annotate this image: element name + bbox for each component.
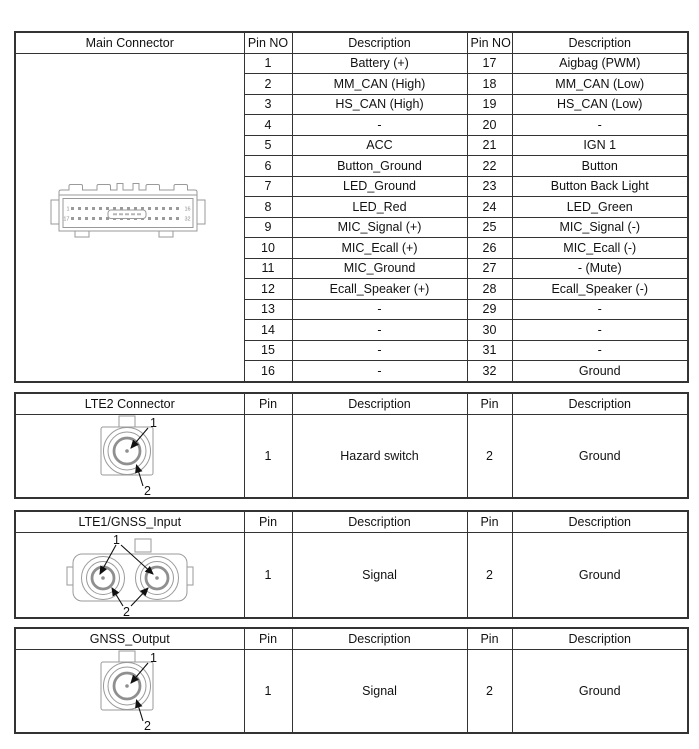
- table-row: [15, 649, 688, 733]
- pin-cell: 28: [467, 279, 512, 300]
- description-cell: -: [292, 299, 467, 320]
- main-connector-image-cell: [15, 53, 244, 382]
- description-cell: -: [292, 361, 467, 382]
- description-header: Description: [512, 628, 688, 649]
- pin-header: Pin: [244, 511, 292, 532]
- description-cell: MIC_Signal (-): [512, 217, 688, 238]
- pin-cell: 31: [467, 340, 512, 361]
- description-cell: LED_Red: [292, 197, 467, 218]
- pin-16-label: 16: [184, 206, 191, 213]
- pin-no-header: Pin NO: [467, 32, 512, 53]
- header-row: [15, 511, 688, 532]
- callout-1-label: 1: [149, 415, 157, 430]
- pin-cell: 13: [244, 299, 292, 320]
- callout-1-label: 1: [149, 650, 157, 665]
- callout-2-label: 2: [122, 604, 130, 617]
- pin-cell: 17: [467, 53, 512, 74]
- pin-cell: 14: [244, 320, 292, 341]
- pin-cell: 2: [467, 414, 512, 498]
- pin-cell: 2: [467, 532, 512, 618]
- description-cell: Button Back Light: [512, 176, 688, 197]
- description-header: Description: [512, 511, 688, 532]
- description-cell: -: [512, 299, 688, 320]
- right-side-lug: [187, 567, 193, 585]
- pin-header: Pin: [244, 628, 292, 649]
- table-row: [15, 532, 688, 618]
- lte1-title: LTE1/GNSS_Input: [15, 511, 244, 532]
- table-row: [15, 414, 688, 498]
- main-connector-table: [14, 31, 689, 383]
- left-side-lug: [67, 567, 73, 585]
- description-cell: -: [292, 340, 467, 361]
- description-cell: -: [512, 320, 688, 341]
- pin-no-header: Pin NO: [244, 32, 292, 53]
- pin-cell: 19: [467, 94, 512, 115]
- pin-17-label: 17: [63, 216, 70, 223]
- pin-cell: 23: [467, 176, 512, 197]
- description-cell: -: [292, 320, 467, 341]
- gnss-output-table: [14, 627, 689, 734]
- connector-left-foot: [75, 231, 89, 237]
- pin-cell: 11: [244, 258, 292, 279]
- pin-cell: 12: [244, 279, 292, 300]
- pin-header: Pin: [467, 511, 512, 532]
- description-cell: -: [512, 115, 688, 136]
- description-cell: Ground: [512, 414, 688, 498]
- pin-header: Pin: [244, 393, 292, 414]
- pin-32-label: 32: [184, 216, 191, 223]
- description-cell: Signal: [292, 649, 467, 733]
- pin-cell: 30: [467, 320, 512, 341]
- pin-cell: 8: [244, 197, 292, 218]
- callout-2-label: 2: [143, 718, 151, 732]
- center-pin: [125, 449, 129, 453]
- description-cell: LED_Green: [512, 197, 688, 218]
- connector-top-profile: [59, 184, 197, 196]
- main-connector-drawing: [45, 181, 215, 253]
- connector-key-tab: [135, 539, 151, 552]
- single-coax-connector-drawing: [88, 415, 172, 497]
- description-cell: ACC: [292, 135, 467, 156]
- description-cell: HS_CAN (Low): [512, 94, 688, 115]
- pin-cell: 29: [467, 299, 512, 320]
- description-header: Description: [292, 32, 467, 53]
- right-center-pin: [155, 576, 159, 580]
- dual-coax-connector-drawing: [65, 533, 195, 617]
- pin-cell: 10: [244, 238, 292, 259]
- description-cell: Ground: [512, 361, 688, 382]
- center-pin: [125, 684, 129, 688]
- description-cell: MM_CAN (Low): [512, 74, 688, 95]
- description-cell: MM_CAN (High): [292, 74, 467, 95]
- description-header: Description: [292, 511, 467, 532]
- callout-1-label: 1: [112, 532, 120, 547]
- description-cell: Battery (+): [292, 53, 467, 74]
- pin-cell: 18: [467, 74, 512, 95]
- pin-cell: 21: [467, 135, 512, 156]
- gnss-title: GNSS_Output: [15, 628, 244, 649]
- pin-cell: 1: [244, 414, 292, 498]
- description-cell: IGN 1: [512, 135, 688, 156]
- pin-cell: 1: [244, 53, 292, 74]
- description-header: Description: [292, 393, 467, 414]
- description-cell: MIC_Signal (+): [292, 217, 467, 238]
- pin-cell: 9: [244, 217, 292, 238]
- pin-cell: 6: [244, 156, 292, 177]
- connector-key-tab: [119, 416, 135, 427]
- description-cell: HS_CAN (High): [292, 94, 467, 115]
- pin-cell: 24: [467, 197, 512, 218]
- description-cell: -: [512, 340, 688, 361]
- pin-cell: 16: [244, 361, 292, 382]
- lte2-connector-table: [14, 392, 689, 499]
- pin-cell: 32: [467, 361, 512, 382]
- connector-right-flange: [197, 200, 205, 224]
- pin-cell: 1: [244, 649, 292, 733]
- lte2-image-cell: [15, 414, 244, 498]
- description-cell: Aigbag (PWM): [512, 53, 688, 74]
- description-header: Description: [512, 32, 688, 53]
- description-cell: Button: [512, 156, 688, 177]
- description-cell: Ecall_Speaker (+): [292, 279, 467, 300]
- gnss-image-cell: [15, 649, 244, 733]
- pin-header: Pin: [467, 393, 512, 414]
- pin-cell: 27: [467, 258, 512, 279]
- description-header: Description: [512, 393, 688, 414]
- pin-cell: 1: [244, 532, 292, 618]
- pin-cell: 26: [467, 238, 512, 259]
- header-row: [15, 32, 688, 53]
- connector-right-foot: [159, 231, 173, 237]
- pin-1-label: 1: [66, 206, 70, 213]
- pin-cell: 2: [467, 649, 512, 733]
- pin-cell: 15: [244, 340, 292, 361]
- description-header: Description: [292, 628, 467, 649]
- lte1-image-cell: [15, 532, 244, 618]
- connector-left-flange: [51, 200, 59, 224]
- description-cell: Ground: [512, 649, 688, 733]
- pin-cell: 25: [467, 217, 512, 238]
- table-row: [15, 53, 688, 74]
- description-cell: Ground: [512, 532, 688, 618]
- description-cell: - (Mute): [512, 258, 688, 279]
- description-cell: Signal: [292, 532, 467, 618]
- single-coax-connector-drawing: [88, 650, 172, 732]
- pin-cell: 7: [244, 176, 292, 197]
- pin-cell: 20: [467, 115, 512, 136]
- left-center-pin: [101, 576, 105, 580]
- lte1-gnss-input-table: [14, 510, 689, 619]
- main-connector-title: Main Connector: [15, 32, 244, 53]
- pin-cell: 22: [467, 156, 512, 177]
- pin-cell: 4: [244, 115, 292, 136]
- description-cell: Ecall_Speaker (-): [512, 279, 688, 300]
- description-cell: -: [292, 115, 467, 136]
- header-row: [15, 628, 688, 649]
- pin-cell: 5: [244, 135, 292, 156]
- description-cell: MIC_Ecall (+): [292, 238, 467, 259]
- description-cell: MIC_Ground: [292, 258, 467, 279]
- callout-2-label: 2: [143, 483, 151, 497]
- description-cell: Button_Ground: [292, 156, 467, 177]
- main-table-body: [15, 53, 688, 382]
- description-cell: LED_Ground: [292, 176, 467, 197]
- description-cell: MIC_Ecall (-): [512, 238, 688, 259]
- description-cell: Hazard switch: [292, 414, 467, 498]
- header-row: [15, 393, 688, 414]
- lte2-title: LTE2 Connector: [15, 393, 244, 414]
- connector-key-tab: [119, 651, 135, 662]
- pin-header: Pin: [467, 628, 512, 649]
- pin-cell: 3: [244, 94, 292, 115]
- pin-cell: 2: [244, 74, 292, 95]
